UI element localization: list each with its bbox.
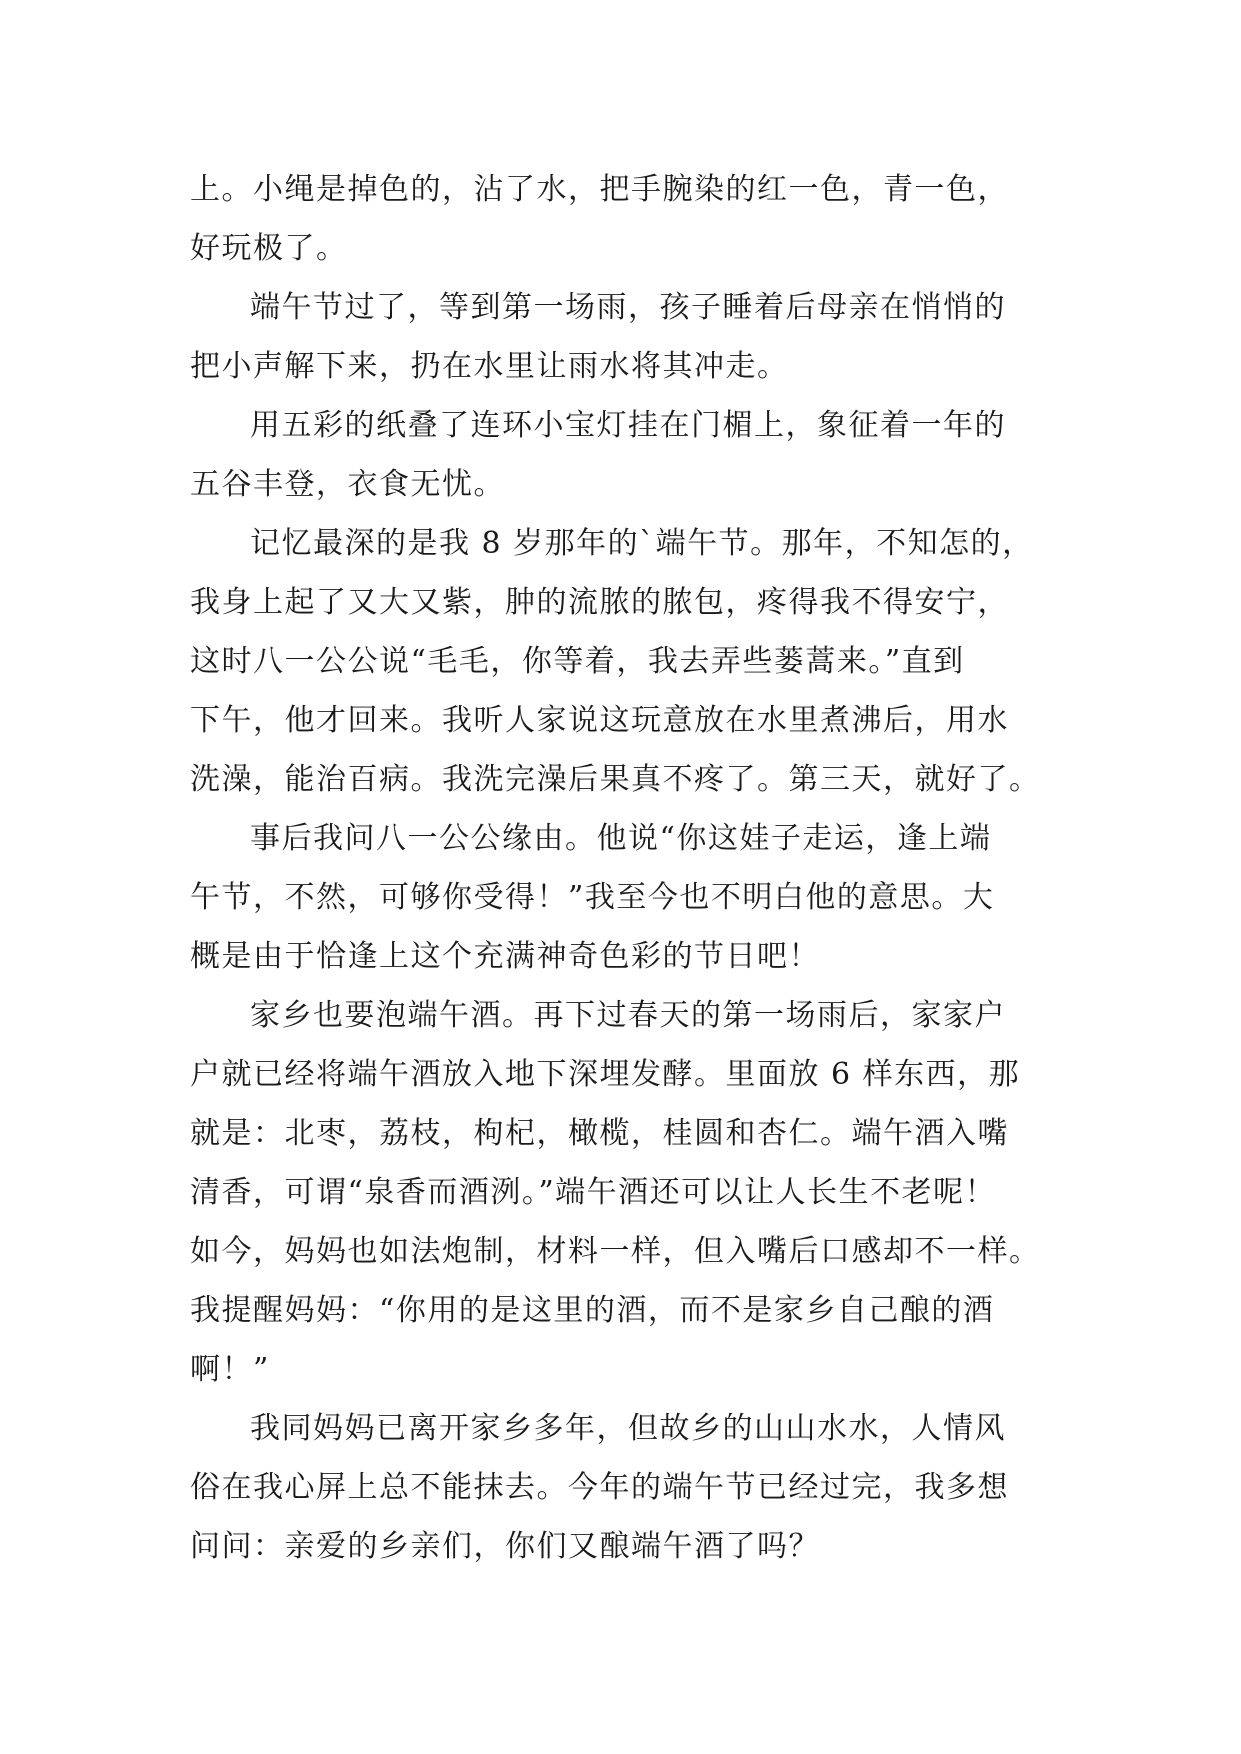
text-line: 午节，不然，可够你受得！”我至今也不明白他的意思。大: [190, 880, 995, 915]
text-line: 我同妈妈已离开家乡多年，但故乡的山山水水，人情风: [250, 1411, 1006, 1446]
paragraph-7: [190, 1399, 1070, 1576]
text-line: 户就已经将端午酒放入地下深埋发酵。里面放 6 样东西，那: [190, 1057, 1021, 1092]
text-line: 我提醒妈妈：“你用的是这里的酒，而不是家乡自己酿的酒: [190, 1293, 995, 1328]
text-line: 概是由于恰逢上这个充满神奇色彩的节日吧！: [190, 939, 820, 974]
text-line: 这时八一公公说“毛毛，你等着，我去弄些蒌蒿来。”直到: [190, 644, 965, 679]
text-line: 用五彩的纸叠了连环小宝灯挂在门楣上，象征着一年的: [250, 408, 1006, 443]
text-line: 家乡也要泡端午酒。再下过春天的第一场雨后，家家户: [250, 998, 1006, 1033]
text-line: 俗在我心屏上总不能抹去。今年的端午节已经过完，我多想: [190, 1470, 1009, 1505]
paragraph-1: [190, 160, 1070, 278]
text-line: 把小声解下来，扔在水里让雨水将其冲走。: [190, 349, 789, 384]
paragraph-6: [190, 986, 1070, 1399]
text-line: 清香，可谓“泉香而酒洌。”端午酒还可以让人长生不老呢！: [190, 1175, 997, 1210]
text-line: 五谷丰登，衣食无忧。: [190, 467, 505, 502]
paragraph-5: [190, 809, 1070, 986]
text-line: 就是：北枣，荔枝，枸杞，橄榄，桂圆和杏仁。端午酒入嘴: [190, 1116, 1009, 1151]
text-line: 上。小绳是掉色的，沾了水，把手腕染的红一色，青一色，: [190, 172, 1009, 207]
paragraph-2: [190, 278, 1070, 396]
text-line: 啊！”: [190, 1352, 270, 1387]
paragraph-3: [190, 396, 1070, 514]
text-line: 洗澡，能治百病。我洗完澡后果真不疼了。第三天，就好了。: [190, 762, 1041, 797]
body-text: [190, 160, 1070, 1576]
text-line: 记忆最深的是我 8 岁那年的`端午节。那年，不知怎的，: [250, 526, 1034, 561]
text-line: 下午，他才回来。我听人家说这玩意放在水里煮沸后，用水: [190, 703, 1009, 738]
text-line: 好玩极了。: [190, 231, 348, 266]
text-line: 如今，妈妈也如法炮制，材料一样，但入嘴后口感却不一样。: [190, 1234, 1041, 1269]
text-line: 问问：亲爱的乡亲们，你们又酿端午酒了吗？: [190, 1529, 820, 1564]
paragraph-4: [190, 514, 1070, 809]
text-line: 我身上起了又大又紫，肿的流脓的脓包，疼得我不得安宁，: [190, 585, 1009, 620]
text-line: 端午节过了，等到第一场雨，孩子睡着后母亲在悄悄的: [250, 290, 1006, 325]
text-line: 事后我问八一公公缘由。他说“你这娃子走运，逢上端: [250, 821, 992, 856]
